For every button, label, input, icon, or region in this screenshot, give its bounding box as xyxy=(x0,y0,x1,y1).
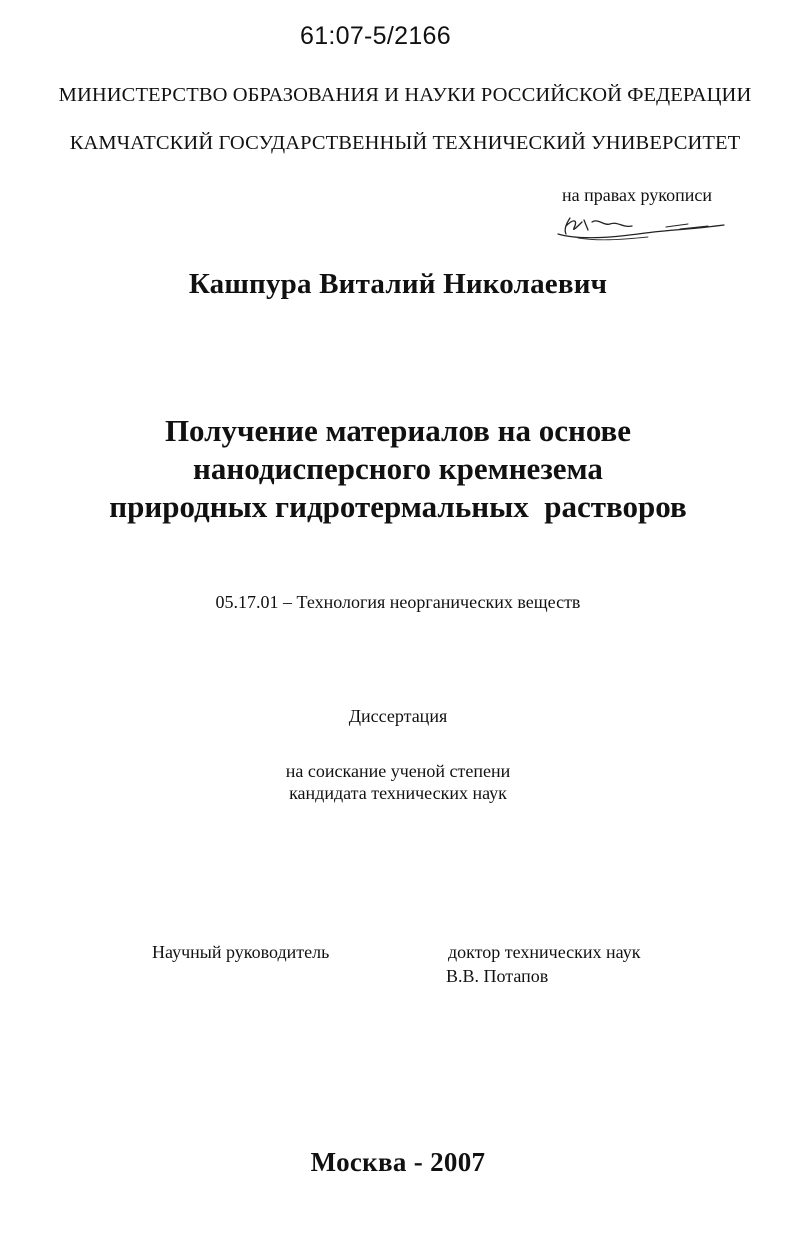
city-year: Москва - 2007 xyxy=(310,1147,486,1177)
supervisor-name: В.В. Потапов xyxy=(446,966,549,986)
dissertation-title xyxy=(0,412,796,526)
degree-purpose xyxy=(0,760,796,804)
degree-line: на соискание ученой степени xyxy=(285,761,511,781)
handwritten-signature xyxy=(548,204,728,244)
title-line: нанодисперсного кремнезема xyxy=(193,451,603,486)
manuscript-note: на правах рукописи xyxy=(562,185,712,205)
title-line: природных гидротермальных растворов xyxy=(109,489,687,524)
supervisor-role: Научный руководитель xyxy=(152,942,330,962)
supervisor-degree: доктор технических наук xyxy=(448,942,641,962)
catalog-number: 61:07-5/2166 xyxy=(300,22,451,50)
ministry-heading: МИНИСТЕРСТВО ОБРАЗОВАНИЯ И НАУКИ РОССИЙСКОЙ ФЕДЕРАЦИИ xyxy=(58,84,752,106)
university-heading: КАМЧАТСКИЙ ГОСУДАРСТВЕННЫЙ ТЕХНИЧЕСКИЙ УНИВЕРСИТЕТ xyxy=(69,132,741,154)
author-name: Кашпура Виталий Николаевич xyxy=(188,268,608,300)
document-type: Диссертация xyxy=(348,706,448,726)
title-line: Получение материалов на основе xyxy=(164,413,632,448)
degree-line: кандидата технических наук xyxy=(289,783,507,803)
specialty-code: 05.17.01 – Технология неорганических веществ xyxy=(215,592,581,612)
